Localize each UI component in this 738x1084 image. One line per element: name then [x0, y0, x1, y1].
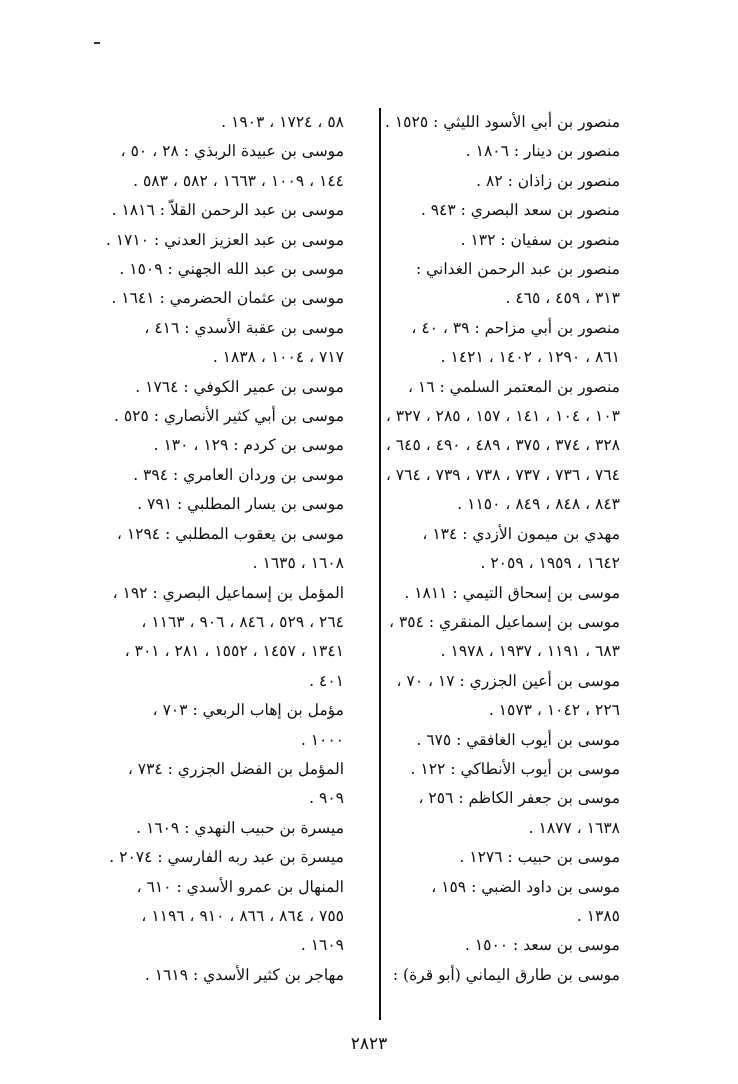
index-entry-line: موسى بن عثمان الحضرمي : ١٦٤١ .: [111, 289, 344, 308]
index-entry-line: موسى بن أبي كثير الأنصاري : ٥٢٥ .: [113, 407, 344, 426]
index-entry-line: المؤمل بن إسماعيل البصري : ١٩٢ ،: [112, 583, 344, 602]
index-entry-line: ٦٨٣ ، ١١٩١ ، ١٩٣٧ ، ١٩٧٨ .: [440, 642, 620, 661]
index-entry-line: موسى بن أيوب الغافقي : ٦٧٥ .: [416, 730, 620, 749]
index-entry-line: ١٦٠٩ .: [300, 936, 344, 955]
index-entry-line: ١٣٨٥ .: [576, 906, 620, 925]
index-entry-line: ٨٦١ ، ١٢٩٠ ، ١٤٠٢ ، ١٤٢١ .: [440, 348, 620, 367]
index-entry-line: منصور بن المعتمر السلمي : ١٦ ،: [407, 377, 620, 396]
left-column: [72, 108, 344, 990]
index-entry-line: ميسرة بن عبد ربه الفارسي : ٢٠٧٤ .: [109, 848, 344, 867]
index-entry-line: ١٠٠٠ .: [300, 730, 344, 749]
index-entry-line: ٢٢٦ ، ١٠٤٢ ، ١٥٧٣ .: [488, 701, 620, 720]
index-entry-line: ١٦٠٨ ، ١٦٣٥ .: [252, 554, 344, 573]
index-entry-line: ٨٤٣ ، ٨٤٨ ، ٨٤٩ ، ١١٥٠ .: [457, 495, 620, 514]
right-column: [385, 108, 620, 990]
index-entry-line: مهاجر بن كثير الأسدي : ١٦١٩ .: [144, 965, 344, 984]
index-entry-line: مؤمل بن إهاب الربعي : ٧٠٣ ،: [152, 701, 344, 720]
index-entry-line: ٧٦٤ ، ٧٣٦ ، ٧٣٧ ، ٧٣٨ ، ٧٣٩ ، ٧٦٤ ،: [385, 465, 620, 484]
index-entry-line: ٧١٧ ، ١٠٠٤ ، ١٨٣٨ .: [212, 348, 344, 367]
index-entry-line: ١٤٤ ، ١٠٠٩ ، ١٦٦٣ ، ٥٨٢ ، ٥٨٣ .: [133, 171, 344, 190]
index-entry-line: ٢٦٤ ، ٥٢٩ ، ٨٤٦ ، ٩٠٦ ، ١١٦٣ ،: [141, 612, 344, 631]
index-entry-line: موسى بن عبد العزيز العدني : ١٧١٠ .: [105, 230, 344, 249]
index-entry-line: موسى بن إسماعيل المنقري : ٣٥٤ ،: [389, 612, 620, 631]
index-entry-line: المؤمل بن الفضل الجزري : ٧٣٤ ،: [127, 759, 344, 778]
index-entry-line: موسى بن عمير الكوفي : ١٧٦٤ .: [135, 377, 344, 396]
index-entry-line: موسى بن يعقوب المطلبي : ١٢٩٤ ،: [116, 524, 344, 543]
index-entry-line: ميسرة بن حبيب النهدي : ١٦٠٩ .: [136, 818, 344, 837]
index-entry-line: موسى بن كردم : ١٢٩ ، ١٣٠ .: [153, 436, 344, 455]
index-entry-line: موسى بن عبيدة الربذي : ٢٨ ، ٥٠ ،: [120, 142, 344, 161]
index-entry-line: منصور بن سعد البصري : ٩٤٣ .: [420, 201, 620, 220]
index-entry-line: ١٦٤٢ ، ١٩٥٩ ، ٢٠٥٩ .: [480, 554, 620, 573]
index-entry-line: موسى بن داود الضبي : ١٥٩ ،: [431, 877, 620, 896]
index-entry-line: مهدي بن ميمون الأزدي : ١٣٤ ،: [422, 524, 620, 543]
index-entry-line: منصور بن أبي مزاحم : ٣٩ ، ٤٠ ،: [411, 318, 620, 337]
stray-mark: [94, 42, 100, 44]
index-entry-line: موسى بن أيوب الأنطاكي : ١٢٢ .: [410, 759, 620, 778]
index-entry-line: موسى بن عقبة الأسدي : ٤١٦ ،: [144, 318, 344, 337]
index-entry-line: موسى بن إسحاق التيمي : ١٨١١ .: [404, 583, 620, 602]
index-entry-line: موسى بن حبيب : ١٢٧٦ .: [459, 848, 620, 867]
index-entry-line: المنهال بن عمرو الأسدي : ٦١٠ ،: [136, 877, 344, 896]
index-entry-line: منصور بن دينار : ١٨٠٦ .: [465, 142, 620, 161]
index-entry-line: موسى بن عبد الرحمن القلاّ : ١٨١٦ .: [111, 201, 344, 220]
index-entry-line: ١٠٣ ، ١٠٤ ، ١٤١ ، ١٥٧ ، ٢٨٥ ، ٣٢٧ ،: [385, 407, 620, 426]
index-entry-line: موسى بن وردان العامري : ٣٩٤ .: [133, 465, 344, 484]
index-entry-line: ١٦٣٨ ، ١٨٧٧ .: [528, 818, 620, 837]
index-entry-line: ٩٠٩ .: [309, 789, 344, 808]
index-entry-line: موسى بن أعين الجزري : ١٧ ، ٧٠ ،: [396, 671, 620, 690]
index-entry-line: ٧٥٥ ، ٨٦٤ ، ٨٦٦ ، ٩١٠ ، ١١٩٦ ،: [141, 906, 344, 925]
index-entry-line: منصور بن زاذان : ٨٢ .: [476, 171, 620, 190]
index-entry-line: موسى بن سعد : ١٥٠٠ .: [464, 936, 620, 955]
index-entry-line: ١٣٤١ ، ١٤٥٧ ، ١٥٥٢ ، ٢٨١ ، ٣٠١ ،: [124, 642, 344, 661]
page-number: ٢٨٢٣: [350, 1034, 388, 1054]
index-entry-line: ٥٨ ، ١٧٢٤ ، ١٩٠٣ .: [221, 113, 344, 131]
index-entry-line: منصور بن سفيان : ١٣٢ .: [460, 230, 620, 249]
index-entry-line: منصور بن أبي الأسود الليثي : ١٥٢٥ .: [385, 113, 620, 131]
index-entry-line: موسى بن يسار المطلبي : ٧٩١ .: [137, 495, 344, 514]
index-entry-line: ٣١٣ ، ٤٥٩ ، ٤٦٥ .: [505, 289, 620, 308]
index-entry-line: موسى بن عبد الله الجهني : ١٥٠٩ .: [119, 260, 344, 279]
index-entry-line: موسى بن جعفر الكاظم : ٢٥٦ ،: [418, 789, 620, 808]
index-entry-line: منصور بن عبد الرحمن الغداني :: [415, 260, 620, 279]
index-entry-line: ٤٠١ .: [309, 671, 344, 690]
index-entry-line: ٣٢٨ ، ٣٧٤ ، ٣٧٥ ، ٤٨٩ ، ٤٩٠ ، ٦٤٥ ،: [385, 436, 620, 455]
index-entry-line: موسى بن طارق اليماني (أبو قرة) :: [392, 965, 620, 984]
column-divider: [379, 108, 381, 1020]
